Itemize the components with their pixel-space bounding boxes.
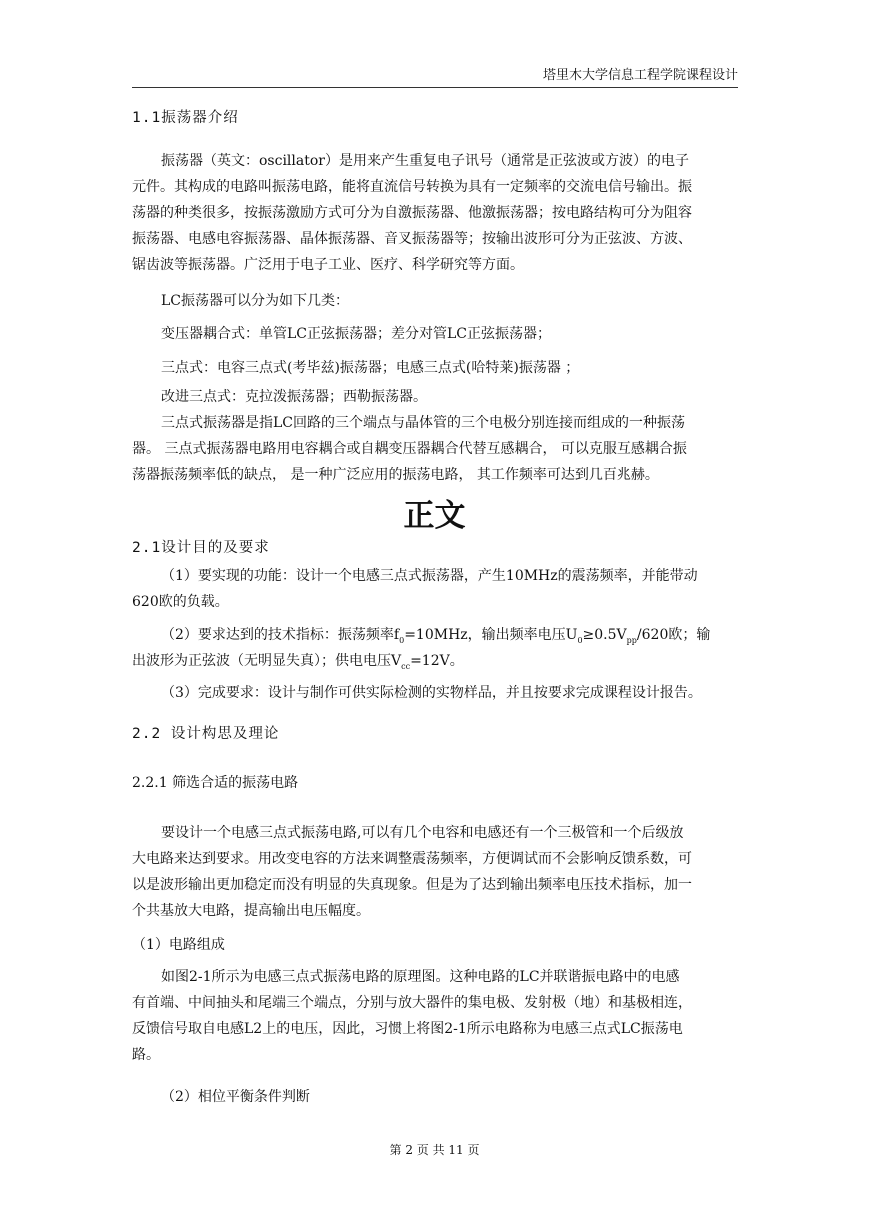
paragraph-improved-three-point (132, 384, 738, 410)
text-line: 振荡器（英文：oscillator）是用来产生重复电子讯号（通常是正弦波或方波）的电子 (161, 153, 689, 169)
subscript: 0 (399, 635, 405, 645)
paragraph-three-point-desc (132, 410, 738, 488)
text-line: 三点式：电容三点式(考毕兹)振荡器；电感三点式(哈特莱)振荡器 ； (161, 360, 580, 376)
requirement-item-2 (132, 622, 738, 674)
text-line: 器。 三点式振荡器电路用电容耦合或自耦变压器耦合代替互感耦合， 可以克服互感耦合振 (132, 441, 687, 457)
text-line: （1）要实现的功能：设计一个电感三点式振荡器，产生10MHz的震荡频率，并能带动 (161, 568, 698, 584)
subsection-heading-2-2-1 (132, 770, 738, 796)
paragraph-transformer-coupled (132, 321, 738, 347)
paragraph-circuit-composition (132, 964, 738, 1068)
text-line: 以是波形输出更加稳定而没有明显的失真现象。但是为了达到输出频率电压技术指标，加一 (132, 877, 692, 893)
text-run: 出波形为正弦波（无明显失真）；供电电压V (132, 653, 402, 669)
text-line: 锯齿波等振荡器。广泛用于电子工业、医疗、科学研究等方面。 (132, 257, 524, 273)
page-header: 塔里木大学信息工程学院课程设计 (132, 64, 738, 88)
text-line: 元件。其构成的电路叫振荡电路，能将直流信号转换为具有一定频率的交流电信号输出。振 (132, 179, 692, 195)
text-line: 荡器振荡频率低的缺点， 是一种广泛应用的振荡电路， 其工作频率可达到几百兆赫。 (132, 467, 659, 483)
section-heading-2-1: 2.1设计目的及要求 (132, 540, 270, 556)
text-line: 反馈信号取自电感L2上的电压，因此，习惯上将图2-1所示电路称为电感三点式LC振荡电 (132, 1021, 683, 1037)
paragraph-oscillator-intro (132, 148, 738, 278)
text-line: 大电路来达到要求。用改变电容的方法来调整震荡频率，方便调试而不会影响反馈系数，可 (132, 851, 692, 867)
text-line: 路。 (132, 1047, 160, 1063)
section-heading-2-2: 2.2 设计构思及理论 (132, 726, 280, 742)
text-line: （3）完成要求：设计与制作可供实际检测的实物样品，并且按要求完成课程设计报告。 (161, 685, 702, 701)
text-line: 荡器的种类很多，按振荡激励方式可分为自激振荡器、他激振荡器；按电路结构可分为阻容 (132, 205, 692, 221)
main-title: 正文 (403, 498, 466, 534)
subscript: cc (401, 661, 411, 671)
text-line (132, 648, 738, 674)
text-run: =10MHz，输出频率电压U (404, 627, 578, 643)
text-line (132, 622, 738, 648)
subscript: pp (626, 635, 637, 645)
paragraph-three-point (132, 355, 738, 381)
text-run: （2）要求达到的技术指标：振荡频率f (161, 627, 400, 643)
text-line: 如图2-1所示为电感三点式振荡电路的原理图。这种电路的LC并联谐振电路中的电感 (161, 969, 680, 985)
text-line: 2.2.1 筛选合适的振荡电路 (132, 775, 299, 791)
paragraph-circuit-selection (132, 820, 738, 924)
text-line: 改进三点式：克拉泼振荡器；西勒振荡器。 (161, 389, 427, 405)
text-line: 三点式振荡器是指LC回路的三个端点与晶体管的三个电极分别连接而组成的一种振荡 (161, 415, 686, 431)
page-footer: 第 2 页 共 11 页 (389, 1143, 480, 1157)
section-heading-1-1: 1.1振荡器介绍 (132, 110, 239, 126)
text-line: LC振荡器可以分为如下几类： (161, 293, 350, 309)
text-run: =12V。 (410, 653, 464, 669)
paragraph-lc-types (132, 288, 738, 314)
text-run: ≥0.5V (582, 627, 627, 643)
subscript: 0 (577, 635, 583, 645)
text-line: 要设计一个电感三点式振荡电路,可以有几个电容和电感还有一个三极管和一个后级放 (161, 825, 684, 841)
circuit-composition-title (132, 932, 738, 958)
text-line: （2）相位平衡条件判断 (161, 1089, 310, 1105)
requirement-item-1 (132, 563, 738, 615)
requirement-item-3 (132, 680, 738, 706)
text-run: /620欧；输 (636, 627, 711, 643)
text-line: 有首端、中间抽头和尾端三个端点，分别与放大器件的集电极、发射极（地）和基极相连， (132, 995, 692, 1011)
text-line: （1）电路组成 (132, 937, 225, 953)
text-line: 振荡器、电感电容振荡器、晶体振荡器、音叉振荡器等；按输出波形可分为正弦波、方波、 (132, 231, 692, 247)
text-line: 个共基放大电路，提高输出电压幅度。 (132, 903, 370, 919)
text-line: 变压器耦合式：单管LC正弦振荡器；差分对管LC正弦振荡器； (161, 326, 552, 342)
text-line: 620欧的负载。 (132, 594, 229, 610)
phase-balance-title (132, 1084, 738, 1110)
